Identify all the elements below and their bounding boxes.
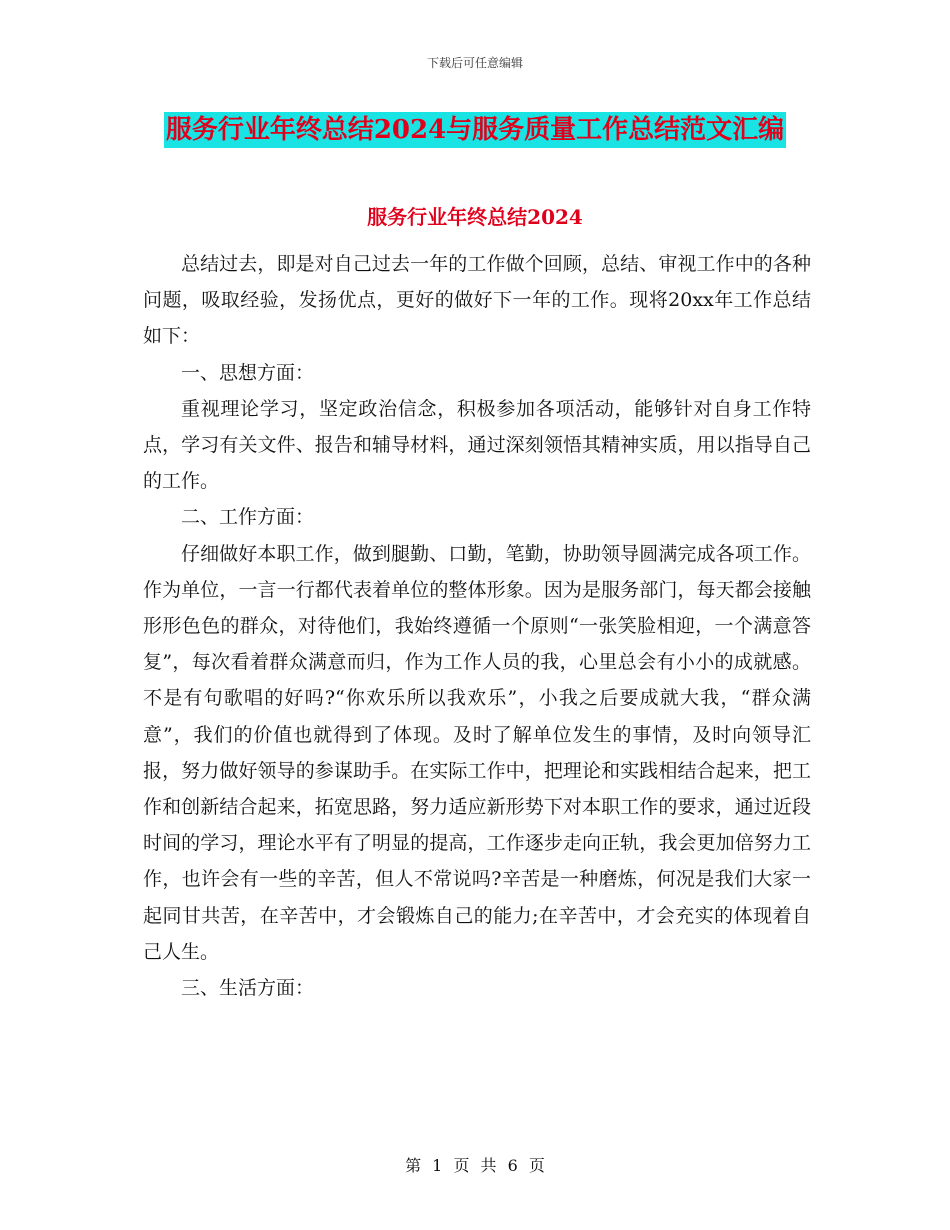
section-title: 服务行业年终总结2024 xyxy=(367,205,583,229)
paragraph-thought: 重视理论学习，坚定政治信念，积极参加各项活动，能够针对自身工作特点，学习有关文件、报告和辅导材料，通过深刻领悟其精神实质，用以指导自己的工作。 xyxy=(143,397,811,493)
heading-thought: 一、思想方面： xyxy=(181,361,315,384)
header-note: 下载后可任意编辑 xyxy=(426,56,523,70)
body-text xyxy=(143,246,811,1006)
page-number-footer: 第 1 页 共 6 页 xyxy=(405,1156,545,1175)
heading-work: 二、工作方面： xyxy=(181,506,315,529)
paragraph-work: 仔细做好本职工作，做到腿勤、口勤，笔勤，协助领导圆满完成各项工作。作为单位，一言一行都代表着单位的整体形象。因为是服务部门，每天都会接触形形色色的群众，对待他们，我始终遵循一个原则“一张笑脸相迎，一个满意答复”，每次看着群众满意而归，作为工作人员的我，心里总会有小小的成就感。不是有句歌唱的好吗?“你欢乐所以我欢乐”，小我之后要成就大我，“群众满意”，我们的价值也就得到了体现。及时了解单位发生的事情，及时向领导汇报，努力做好领导的参谋助手。在实际工作中，把理论和实践相结合起来，把工作和创新结合起来，拓宽思路，努力适应新形势下对本职工作的要求，通过近段时间的学习，理论水平有了明显的提高，工作逐步走向正轨，我会更加倍努力工作，也许会有一些的辛苦，但人不常说吗?辛苦是一种磨炼，何况是我们大家一起同甘共苦，在辛苦中，才会锻炼自己的能力;在辛苦中，才会充实的体现着自己人生。 xyxy=(143,542,811,963)
main-title: 服务行业年终总结2024与服务质量工作总结范文汇编 xyxy=(164,112,786,148)
main-title-container xyxy=(0,112,950,148)
heading-life: 三、生活方面： xyxy=(181,977,315,1000)
paragraph-intro: 总结过去，即是对自己过去一年的工作做个回顾，总结、审视工作中的各种问题，吸取经验，发扬优点，更好的做好下一年的工作。现将20xx年工作总结如下： xyxy=(143,253,811,348)
